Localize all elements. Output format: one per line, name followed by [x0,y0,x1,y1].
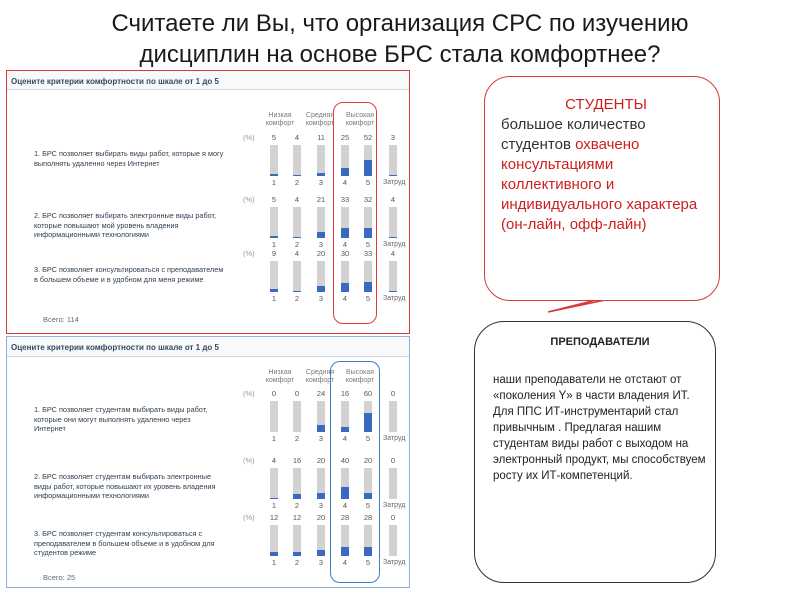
rating-percent: 60 [363,389,373,398]
rating-percent: 20 [316,513,326,522]
rating-number: 2 [294,294,300,303]
rating-number: 5 [365,558,371,567]
rating-percent: 20 [316,249,326,258]
percent-label: (%) [243,456,255,465]
rating-percent: 32 [363,195,373,204]
rating-number: 1 [271,294,277,303]
rating-percent: 4 [390,195,396,204]
question-text: 3. БРС позволяет студентам консультироваться с преподавателем в большем объеме и в удобном для студентов режиме [34,529,215,557]
slide-title-line2: дисциплин на основе БРС стала комфортнее? [139,41,661,68]
rating-number: 2 [294,178,300,187]
rating-percent: 52 [363,133,373,142]
question-text: 2. БРС позволяет студентам выбирать электронные виды работ, которые повышают их уровень владения информационными технологиями [34,472,216,500]
rating-percent: 21 [316,195,326,204]
percent-label: (%) [243,389,255,398]
rating-percent: 40 [340,456,350,465]
question-text: 1. БРС позволяет выбирать виды работ, которые я могу выполнять удаленно через Интернет [34,149,224,168]
rating-number: 5 [365,178,371,187]
rating-percent: 20 [363,456,373,465]
rating-percent: 0 [390,389,396,398]
rating-number: 3 [318,558,324,567]
rating-percent: 4 [294,249,300,258]
students-callout-text-highlight: охвачено консультациями коллективного и индивидуального характера (он-лайн, офф-лайн) [501,136,698,233]
extra-label: Затруд [383,179,406,186]
rating-number: 3 [318,240,324,249]
rating-number: 2 [294,501,300,510]
rating-percent: 30 [340,249,350,258]
rating-number: 3 [318,501,324,510]
rating-number: 3 [318,434,324,443]
scale-head-mid: Средняя комфорт [305,369,335,384]
rating-number: 4 [342,558,348,567]
rating-number: 5 [365,434,371,443]
rating-number: 2 [294,434,300,443]
rating-percent: 20 [316,456,326,465]
rating-percent: 28 [363,513,373,522]
rating-percent: 4 [294,195,300,204]
extra-label: Затруд [383,241,406,248]
total-count: Всего: 25 [43,573,76,582]
rating-percent: 25 [340,133,350,142]
scale-head-high: Высокая комфорт [345,369,375,384]
teachers-callout [474,321,716,583]
rating-number: 3 [318,178,324,187]
rating-percent: 11 [317,133,325,142]
rating-number: 1 [271,558,277,567]
rating-number: 1 [271,434,277,443]
rating-percent: 0 [390,513,396,522]
extra-label: Затруд [383,435,406,442]
rating-percent: 33 [340,195,350,204]
slide-title-line1: Считаете ли Вы, что организация СРС по изучению [111,10,689,37]
panel-header: Оцените критерии комфортности по шкале от 1 до 5 [7,71,409,90]
rating-percent: 0 [294,389,300,398]
students-callout-text-plain: большое количество студентов [501,116,646,153]
rating-number: 2 [294,558,300,567]
rating-number: 5 [365,501,371,510]
rating-percent: 24 [316,389,326,398]
total-count: Всего: 114 [43,315,79,324]
percent-label: (%) [243,513,255,522]
extra-label: Затруд [383,295,406,302]
scale-head-low: Низкая комфорт [265,112,295,127]
rating-percent: 3 [390,133,396,142]
rating-number: 1 [271,501,277,510]
rating-percent: 12 [269,513,279,522]
scale-head-low: Низкая комфорт [265,369,295,384]
rating-percent: 16 [340,389,350,398]
rating-percent: 16 [292,456,302,465]
percent-label: (%) [243,249,255,258]
panel-header: Оцените критерии комфортности по шкале от 1 до 5 [7,337,409,357]
students-callout-text [501,115,711,235]
rating-number: 1 [271,240,277,249]
scale-head-high: Высокая комфорт [345,112,375,127]
rating-percent: 33 [363,249,373,258]
teachers-callout-title: ПРЕПОДАВАТЕЛИ [550,336,650,348]
students-callout [484,76,720,301]
rating-percent: 4 [271,456,277,465]
rating-percent: 0 [390,456,396,465]
rating-percent: 5 [271,195,277,204]
teachers-callout-text: наши преподаватели не отстают от «поколения Y» в части владения ИТ. Для ППС ИТ-инструментарий стал привычным . Предлагая нашим студентам виды работ с выходом на электронный продукт, мы способствуем росту их ИТ-компетенций. [493,374,706,482]
percent-label: (%) [243,133,255,142]
rating-number: 5 [365,240,371,249]
rating-percent: 0 [271,389,277,398]
question-text: 3. БРС позволяет консультироваться с преподавателем в большем объеме и в удобном для меня режиме [34,265,224,284]
rating-percent: 5 [271,133,277,142]
rating-number: 4 [342,178,348,187]
rating-number: 4 [342,240,348,249]
rating-percent: 12 [292,513,302,522]
students-callout-title: СТУДЕНТЫ [565,96,647,113]
rating-percent: 9 [271,249,277,258]
rating-percent: 28 [340,513,350,522]
extra-label: Затруд [383,559,406,566]
rating-percent: 4 [294,133,300,142]
rating-number: 2 [294,240,300,249]
rating-number: 5 [365,294,371,303]
rating-number: 4 [342,294,348,303]
rating-number: 4 [342,434,348,443]
rating-percent: 4 [390,249,396,258]
rating-number: 3 [318,294,324,303]
question-text: 1. БРС позволяет студентам выбирать виды работ, которые они могут выполнять удаленно через Интернет [34,405,208,433]
rating-number: 1 [271,178,277,187]
scale-head-mid: Средняя комфорт [305,112,335,127]
question-text: 2. БРС позволяет выбирать электронные виды работ, которые повышают мой уровень владения информационными технологиями [34,211,217,239]
extra-label: Затруд [383,502,406,509]
percent-label: (%) [243,195,255,204]
rating-number: 4 [342,501,348,510]
